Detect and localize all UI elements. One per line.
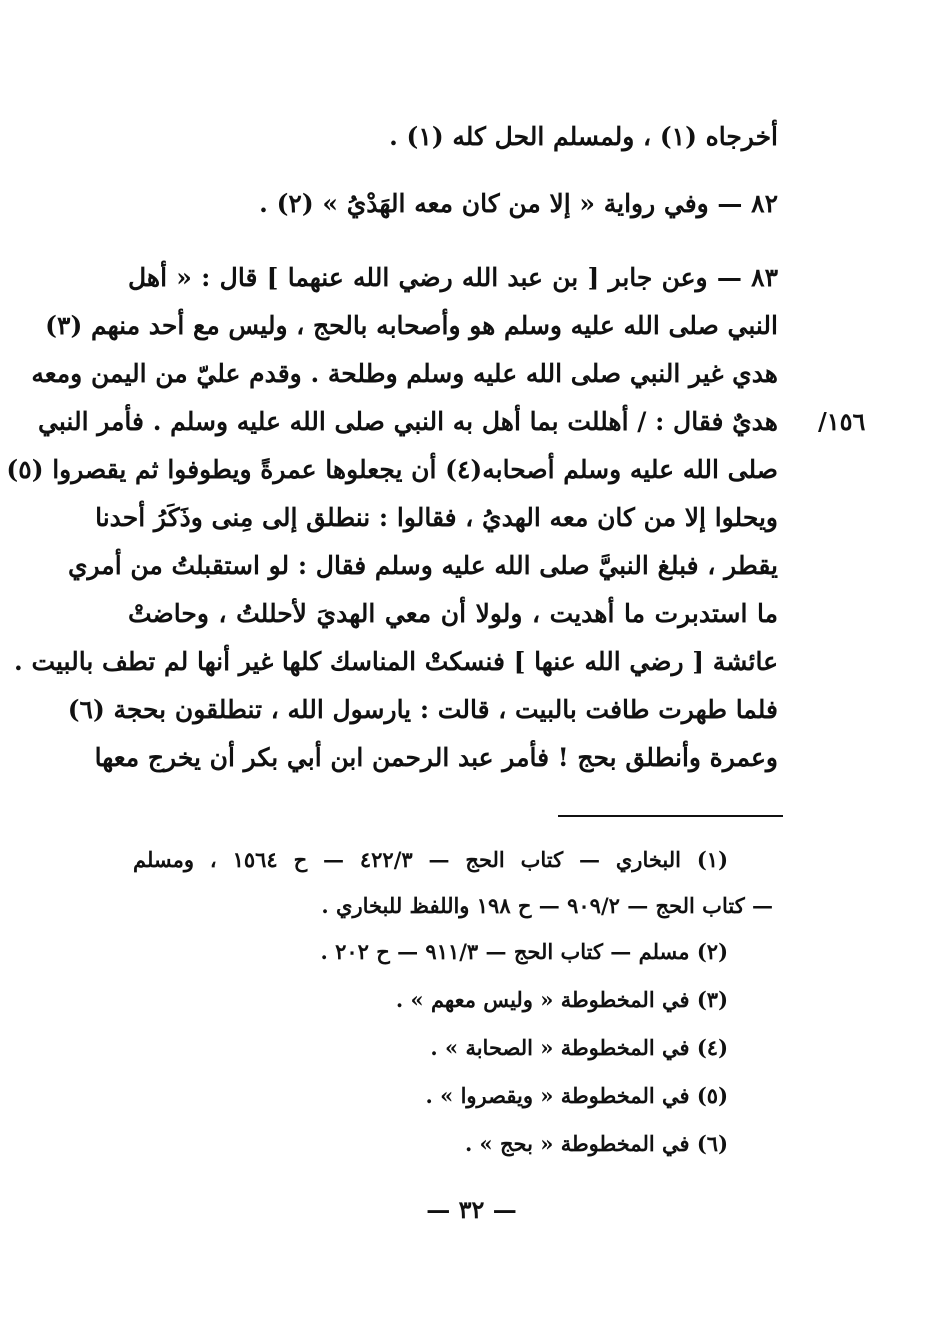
text-line-6: هديٌ فقال : / أهللت بما أهل به النبي صلى الله عليه وسلم . فأمر النبي [38, 407, 778, 436]
text-line-9: يقطر ، فبلغ النبيَّ صلى الله عليه وسلم فقال : لو استقبلتُ من أمري [67, 551, 778, 580]
footnote-4: (٤) في المخطوطة « الصحابة » . [430, 1035, 728, 1060]
page-number: — ٣٢ — [426, 1195, 517, 1224]
text-line-8: ويحلوا إلا من كان معه الهديُ ، فقالوا : ننطلق إلى مِنى وذَكَرُ أحدنا [95, 503, 778, 532]
text-line-11: عائشة [ رضي الله عنها ] فنسكتْ المناسك كلها غير أنها لم تطف بالبيت . [14, 647, 778, 676]
footnote-1-continued: — كتاب الحج — ٩٠٩/٢ — ح ١٩٨ واللفظ للبخاري . [321, 893, 773, 918]
text-line-12: فلما طهرت طافت بالبيت ، قالت : يارسول الله ، تنطلقون بحجة (٦) [67, 695, 778, 724]
text-line-10: ما استدبرت ما أهديت ، ولولا أن معي الهديَ لأحللتُ ، وحاضتْ [128, 599, 778, 628]
text-line-1: أخرجاه (١) ، ولمسلم الحل كله (١) . [389, 122, 778, 151]
text-line-7: صلى الله عليه وسلم أصحابه(٤) أن يجعلوها عمرةً ويطوفوا ثم يقصروا (٥) [6, 455, 778, 484]
text-line-3: ٨٣ — وعن جابر [ بن عبد الله رضي الله عنهما ] قال : « أهل [128, 263, 778, 292]
footnote-3: (٣) في المخطوطة « وليس معهم » . [395, 987, 728, 1012]
footnote-6: (٦) في المخطوطة « بحج » . [464, 1131, 728, 1156]
footnote-separator [558, 815, 783, 817]
text-line-2: ٨٢ — وفي رواية « إلا من كان معه الهَدْيُ » (٢) . [259, 189, 778, 218]
text-line-4: النبي صلى الله عليه وسلم هو وأصحابه بالحج ، وليس مع أحد منهم (٣) [45, 311, 778, 340]
text-line-13: وعمرة وأنطلق بحج ! فأمر عبد الرحمن ابن أبي بكر أن يخرج معها [94, 743, 778, 772]
footnote-2: (٢) مسلم — كتاب الحج — ٩١١/٣ — ح ٢٠٢ . [320, 939, 728, 964]
text-line-5: هدي غير النبي صلى الله عليه وسلم وطلحة . وقدم عليّ من اليمن ومعه [31, 359, 778, 388]
footnote-1: (١) البخاري — كتاب الحج — ٤٢٢/٣ — ح ١٥٦٤ ، ومسلم [133, 847, 728, 872]
manuscript-folio-marker: ١٥٦/ [818, 407, 866, 436]
footnote-5: (٥) في المخطوطة « ويقصروا » . [425, 1083, 728, 1108]
